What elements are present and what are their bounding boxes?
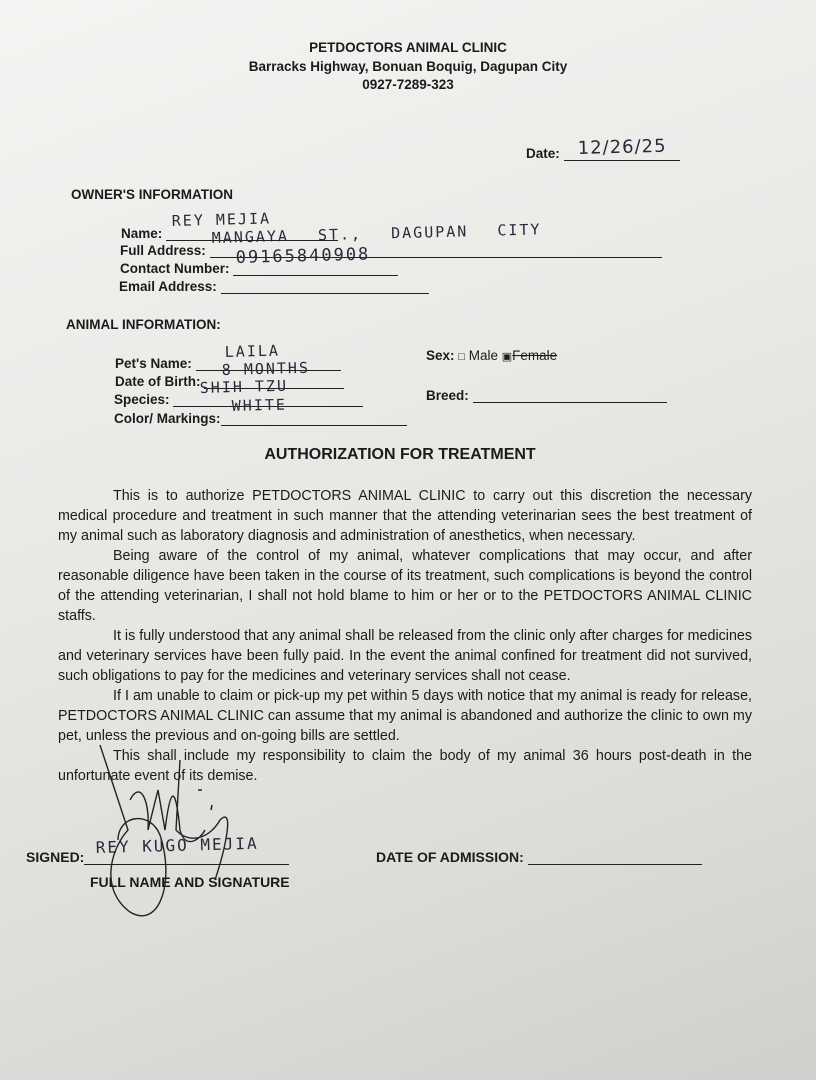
owner-email-label: Email Address:	[119, 279, 217, 294]
clinic-name: PETDOCTORS ANIMAL CLINIC	[309, 40, 507, 55]
animal-heading: ANIMAL INFORMATION:	[66, 317, 221, 332]
clinic-address: Barracks Highway, Bonuan Boquig, Dagupan City	[248, 59, 568, 74]
admission-label: DATE OF ADMISSION:	[376, 849, 524, 865]
breed-label: Breed:	[426, 388, 469, 403]
paragraph: This shall include my responsibility to claim the body of my animal 36 hours post-death in the unfortunate event of its demise.	[58, 748, 752, 784]
pet-name-value: LAILA	[224, 341, 281, 361]
owner-address-value: MANGAYA ST., DAGUPAN CITY	[211, 220, 542, 247]
sex-label: Sex:	[426, 348, 455, 363]
color-value: WHITE	[231, 395, 288, 415]
species-label: Species:	[114, 392, 170, 407]
owner-heading: OWNER'S INFORMATION	[71, 187, 233, 202]
dob-value: 8 MONTHS	[221, 358, 311, 379]
dob-label: Date of Birth:	[115, 374, 201, 389]
owner-contact-label: Contact Number:	[120, 261, 230, 276]
paragraph: It is fully understood that any animal shall be released from the clinic only after charges for medicines and veterinary services have been fully paid. In the event the animal confined for treatment did not survived, such obligations to pay for the medicines and veterinary services shall not cease.	[58, 628, 752, 684]
owner-contact-value: 09165840908	[235, 244, 371, 268]
paragraph: Being aware of the control of my animal, whatever complications that may occur, and after reasonable diligence have been taken in the course of its treatment, such complications is beyond the control of the attending veterinarian, I shall not hold blame to him or her or to the PETDOCTORS ANIMAL CLINIC staffs.	[58, 548, 752, 624]
owner-name-value: REY MEJIA	[171, 209, 272, 230]
paragraph: This is to authorize PETDOCTORS ANIMAL CLINIC to carry out this discretion the necessary medical procedure and treatment in such manner that the attending veterinarian sees the best treatment of my animal such as laboratory diagnosis and administration of anesthetics, when necessary.	[58, 488, 752, 544]
date-value: 12/26/25	[577, 135, 667, 159]
male-label: Male	[468, 348, 498, 363]
signature-caption: FULL NAME AND SIGNATURE	[90, 874, 290, 890]
male-checkbox[interactable]: □	[458, 351, 465, 363]
clinic-phone: 0927-7289-323	[362, 77, 454, 92]
paragraph: If I am unable to claim or pick-up my pet within 5 days with notice that my animal is ready for release, PETDOCTORS ANIMAL CLINIC can assume that my animal is abandoned and authorize the clinic to own my pet, unless the previous and on-going bills are settled.	[58, 688, 752, 744]
pet-name-label: Pet's Name:	[115, 356, 192, 371]
authorization-title: AUTHORIZATION FOR TREATMENT	[264, 446, 536, 463]
owner-address-label: Full Address:	[120, 243, 206, 258]
signed-name-value: REY KUGO MEJIA	[95, 833, 259, 857]
female-label: Female	[512, 348, 558, 363]
female-checkbox-checked[interactable]: ▣	[501, 351, 513, 363]
species-value: SHIH TZU	[199, 376, 289, 397]
owner-name-label: Name:	[121, 226, 163, 241]
date-label: Date:	[526, 146, 560, 161]
color-label: Color/ Markings:	[114, 411, 221, 426]
signed-label: SIGNED:	[26, 849, 85, 865]
